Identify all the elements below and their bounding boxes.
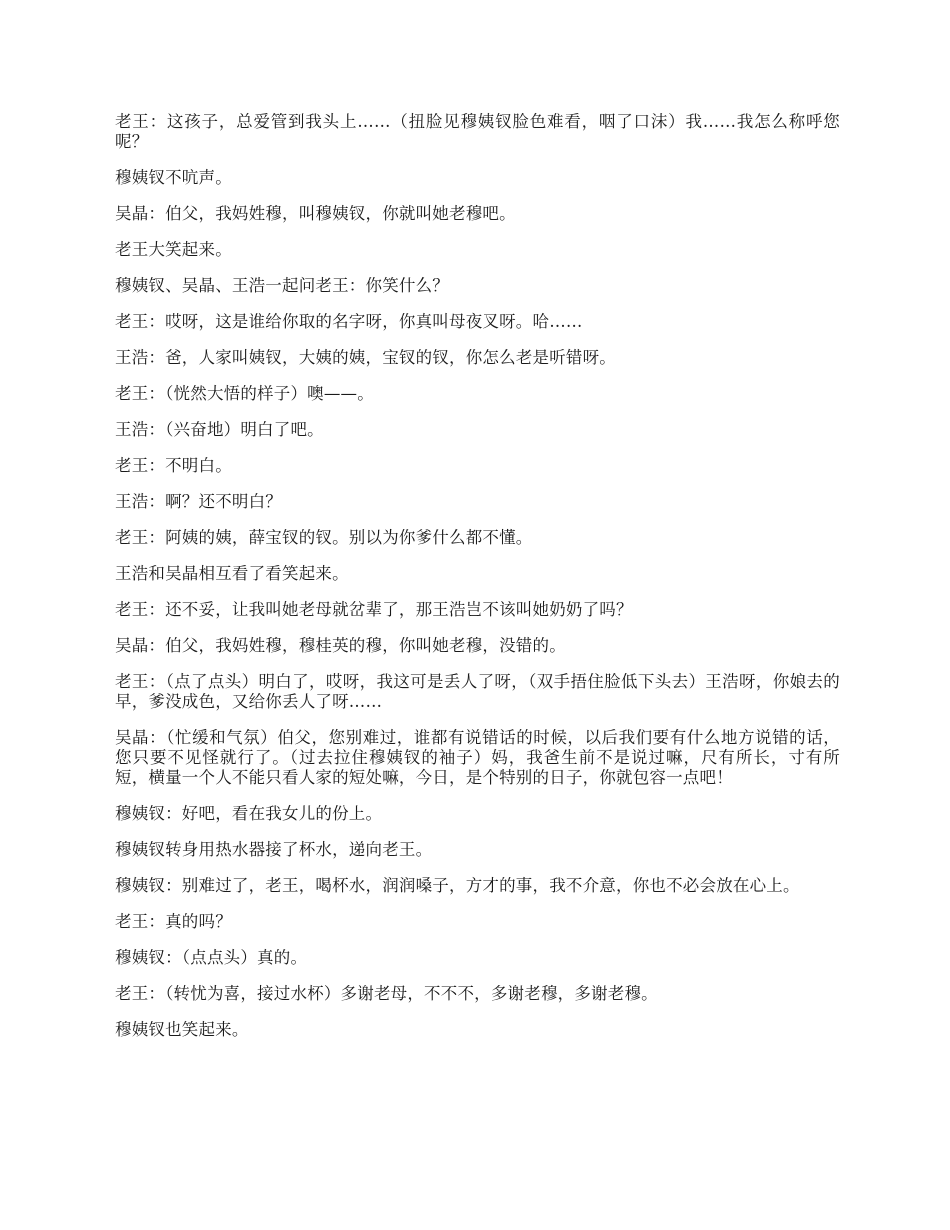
dialogue-paragraph: 老王：还不妥，让我叫她老母就岔辈了，那王浩岂不该叫她奶奶了吗？ (115, 600, 633, 619)
dialogue-paragraph: 王浩：爸，人家叫姨钗，大姨的姨，宝钗的钗，你怎么老是听错呀。 (115, 348, 616, 367)
dialogue-paragraph: 老王大笑起来。 (115, 240, 232, 259)
dialogue-paragraph: 穆姨钗不吭声。 (115, 168, 232, 187)
dialogue-paragraph: 老王：真的吗？ (115, 912, 232, 931)
dialogue-paragraph: 穆姨钗也笑起来。 (115, 1020, 249, 1039)
dialogue-paragraph: 穆姨钗：好吧，看在我女儿的份上。 (115, 804, 383, 823)
dialogue-paragraph: 老王：（点了点头）明白了，哎呀，我这可是丢人了呀，（双手捂住脸低下头去）王浩呀，你娘去的早，爹没成色，又给你丢人了呀…… (115, 672, 840, 711)
dialogue-paragraph: 吴晶：（忙缓和气氛）伯父，您别难过，谁都有说错话的时候，以后我们要有什么地方说错的话，您只要不见怪就行了。（过去拉住穆姨钗的袖子）妈，我爸生前不是说过嘛，尺有所长，寸有所短，横量一个人不能只看人家的短处嘛，今日，是个特别的日子，你就包容一点吧！ (115, 728, 840, 787)
dialogue-paragraph: 穆姨钗：别难过了，老王，喝杯水，润润嗓子，方才的事，我不介意，你也不必会放在心上。 (115, 876, 800, 895)
dialogue-paragraph: 王浩：（兴奋地）明白了吧。 (115, 420, 324, 439)
dialogue-paragraph: 老王：（转忧为喜，接过水杯）多谢老母，不不不，多谢老穆，多谢老穆。 (115, 984, 658, 1003)
dialogue-paragraph: 穆姨钗：（点点头）真的。 (115, 948, 308, 967)
dialogue-paragraph: 老王：哎呀，这是谁给你取的名字呀，你真叫母夜叉呀。哈…… (115, 312, 583, 331)
dialogue-paragraph: 王浩：啊？还不明白？ (115, 492, 282, 511)
dialogue-paragraph: 老王：（恍然大悟的样子）噢——。 (115, 384, 374, 403)
dialogue-paragraph: 穆姨钗转身用热水器接了杯水，递向老王。 (115, 840, 433, 859)
dialogue-paragraph: 吴晶：伯父，我妈姓穆，叫穆姨钗，你就叫她老穆吧。 (115, 204, 516, 223)
dialogue-paragraph: 王浩和吴晶相互看了看笑起来。 (115, 564, 349, 583)
dialogue-paragraph: 老王：阿姨的姨，薛宝钗的钗。别以为你爹什么都不懂。 (115, 528, 533, 547)
dialogue-paragraph: 吴晶：伯父，我妈姓穆，穆桂英的穆，你叫她老穆，没错的。 (115, 636, 566, 655)
script-body (115, 112, 840, 1056)
dialogue-paragraph: 穆姨钗、吴晶、王浩一起问老王：你笑什么？ (115, 276, 449, 295)
dialogue-paragraph: 老王：不明白。 (115, 456, 232, 475)
dialogue-paragraph: 老王：这孩子，总爱管到我头上……（扭脸见穆姨钗脸色难看，咽了口沫）我……我怎么称呼您呢？ (115, 112, 840, 151)
